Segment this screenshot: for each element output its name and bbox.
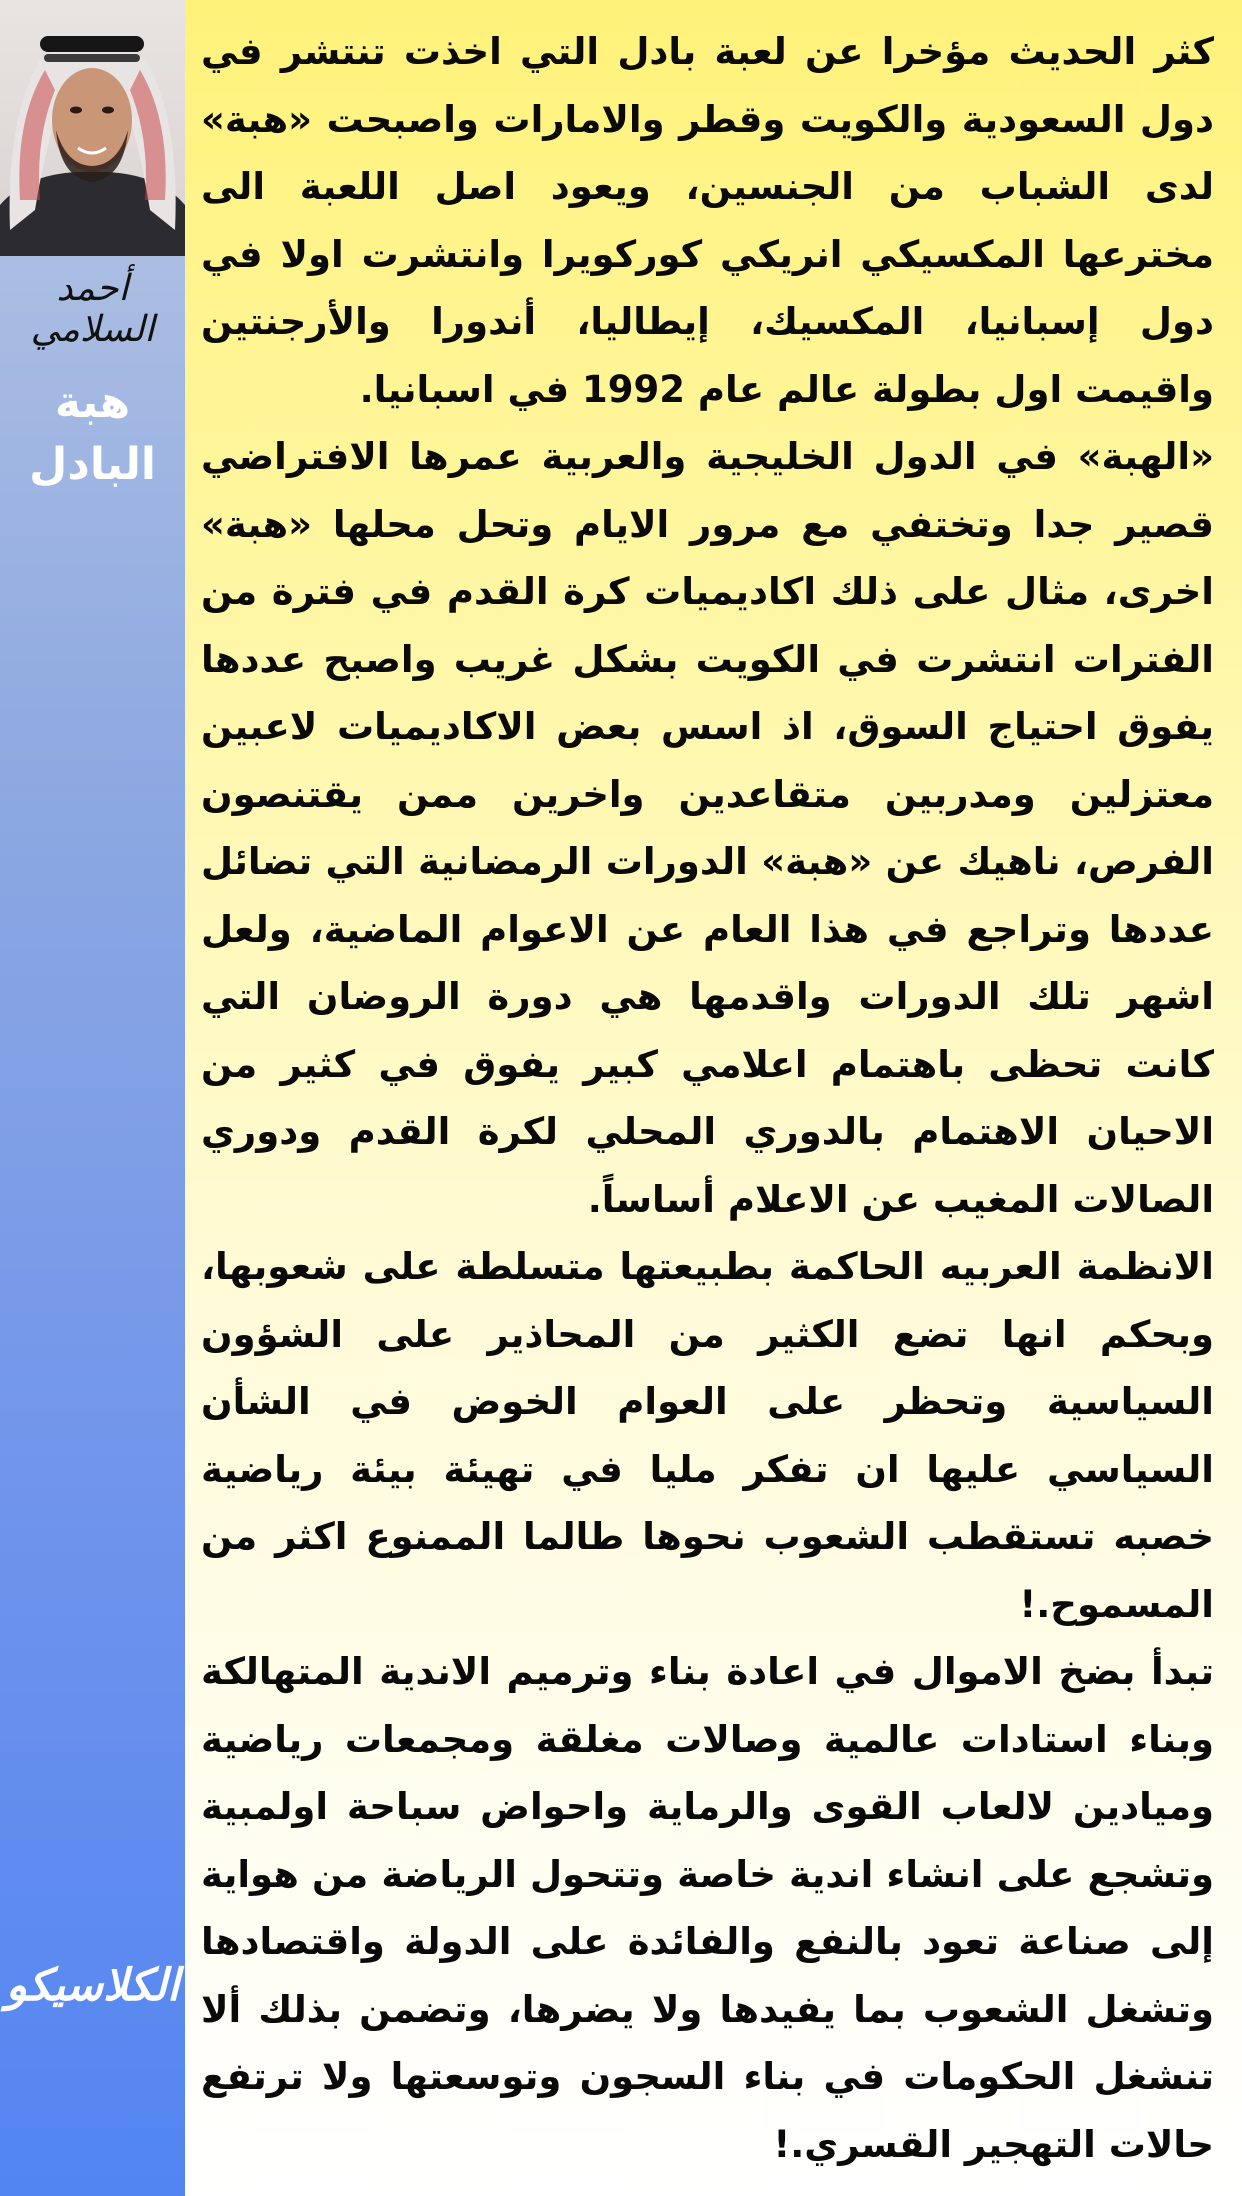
column-title-line-1: هبة — [54, 377, 131, 428]
column-title-line-2: البادل — [29, 439, 156, 490]
article-body — [185, 0, 1242, 2196]
author-name: أحمد السلامي — [30, 268, 155, 350]
author-photo — [0, 0, 185, 256]
author-portrait-image — [0, 0, 185, 256]
article-paragraph-3: الانظمة العربيه الحاكمة بطبيعتها متسلطة على شعوبها، وبحكم انها تضع الكثير من المحاذير على الشؤون السياسية وتحظر على العوام الخوض في الشأن السياسي عليها ان تفكر مليا في تهيئة بيئة رياضية خصبه تستقطب الشعوب نحوها طالما الممنوع اكثر من المسموح.! — [201, 1245, 1214, 1626]
article-paragraph-1: كثر الحديث مؤخرا عن لعبة بادل التي اخذت تنتشر في دول السعودية والكويت وقطر والامارات واصبحت «هبة» لدى الشباب من الجنسين، ويعود اصل اللعبة الى مخترعها المكسيكي انريكي كوركويرا وانتشرت اولا في دول إسبانيا، المكسيك، إيطاليا، أندورا والأرجنتين واقيمت اول بطولة عالم عام 1992 في اسبانيا. — [201, 30, 1214, 411]
sidebar — [0, 0, 185, 2196]
column-title — [0, 372, 185, 496]
article-paragraph-2: «الهبة» في الدول الخليجية والعربية عمرها الافتراضي قصير جدا وتختفي مع مرور الايام وتحل محلها «هبة» اخرى، مثال على ذلك اكاديميات كرة القدم في فترة من الفترات انتشرت في الكويت بشكل غريب واصبح عددها يفوق احتياج السوق، اذ اسس بعض الاكاديميات لاعبين معتزلين ومدربين متقاعدين واخرين ممن يقتنصون الفرص، ناهيك عن «هبة» الدورات الرمضانية التي تضائل عددها وتراجع في هذا العام عن الاعوام الماضية، ولعل اشهر تلك الدورات واقدمها هي دورة الروضان التي كانت تحظى باهتمام اعلامي كبير يفوق في كثير من الاحيان الاهتمام بالدوري المحلي لكرة القدم ودوري الصالات المغيب عن الاعلام أساساً. — [201, 435, 1214, 1221]
article-paragraph-4: تبدأ بضخ الاموال في اعادة بناء وترميم الاندية المتهالكة وبناء استادات عالمية وصالات مغلقة ومجمعات رياضية وميادين لالعاب القوى والرماية واحواض سباحة اولمبية وتشجع على انشاء اندية خاصة وتتحول الرياضة من هواية إلى صناعة تعود بالنفع والفائدة على الدولة واقتصادها وتشغل الشعوب بما يفيدها ولا يضرها، وتضمن بذلك ألا تنشغل الحكومات في بناء السجون وتوسعتها ولا ترتفع حالات التهجير القسري.! — [201, 1650, 1214, 2166]
column-name: الكلاسيكو — [5, 1960, 180, 2011]
